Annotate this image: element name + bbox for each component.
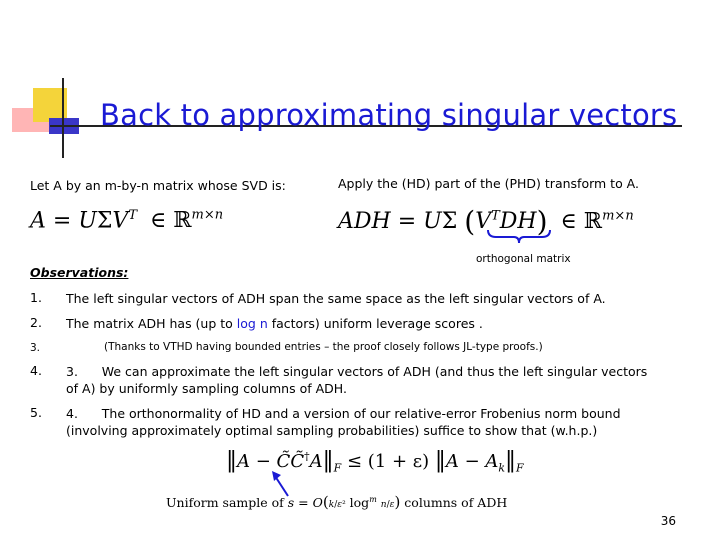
orthogonal-underbrace xyxy=(484,228,554,248)
svd-formula: $A = U\Sigma V^T$ ∈ ℝ$^{m\times n}$ xyxy=(30,208,224,234)
item-4-number: 4. xyxy=(30,363,42,378)
item-1-number: 1. xyxy=(30,290,42,305)
item-4-line2: of A) by uniformly sampling columns of ADH. xyxy=(66,381,347,396)
item-5-line2: (involving approximately optimal sampling probabilities) suffice to show that (w.h.p.) xyxy=(66,423,598,438)
item-1-text: The left singular vectors of ADH span the same space as the left singular vectors of A. xyxy=(66,291,606,306)
item-4-line1: 3. We can approximate the left singular vectors of ADH (and thus the left singular vectors xyxy=(66,364,648,379)
item-5-line1: 4. The orthonormality of HD and a version of our relative-error Frobenius norm bound xyxy=(66,406,621,421)
decor-vertical-line xyxy=(62,78,64,158)
item-2-highlight: log n xyxy=(236,316,268,331)
uniform-sample-text: Uniform sample of xyxy=(166,495,284,510)
orthogonal-matrix-label: orthogonal matrix xyxy=(476,253,571,265)
observations-heading: Observations: xyxy=(30,265,129,280)
page-number: 36 xyxy=(660,514,676,528)
frobenius-bound-formula: ‖A − $C̃C̃^\dagger A‖_F \le (1 + \varepsilon)$ ‖A − $A_k‖_F$ xyxy=(226,448,524,475)
columns-of-text: columns of ADH xyxy=(404,495,508,510)
uniform-sample-line: Uniform sample of s = O(k/ε² $\log^m n/\varepsilon$) columns of ADH xyxy=(166,493,508,511)
item-3-text: (Thanks to VTHD having bounded entries – the proof closely follows JL-type proofs.) xyxy=(104,341,543,353)
item-2-number: 2. xyxy=(30,315,42,330)
item-2-pre: The matrix ADH has (up to xyxy=(66,316,237,331)
item-2-post: factors) uniform leverage scores . xyxy=(267,316,483,331)
item-2-text xyxy=(66,315,483,332)
slide-title: Back to approximating singular vectors xyxy=(100,98,678,132)
item-3-number: 3. xyxy=(30,342,41,354)
left-intro-text: Let A by an m-by-n matrix whose SVD is: xyxy=(30,178,286,193)
adh-formula: ADH = UΣ $(V^TDH)$ ∈ ℝ$^{m\times n}$ xyxy=(338,205,634,238)
item-5-number: 5. xyxy=(30,405,42,420)
right-intro-text: Apply the (HD) part of the (PHD) transform to A. xyxy=(338,176,639,191)
